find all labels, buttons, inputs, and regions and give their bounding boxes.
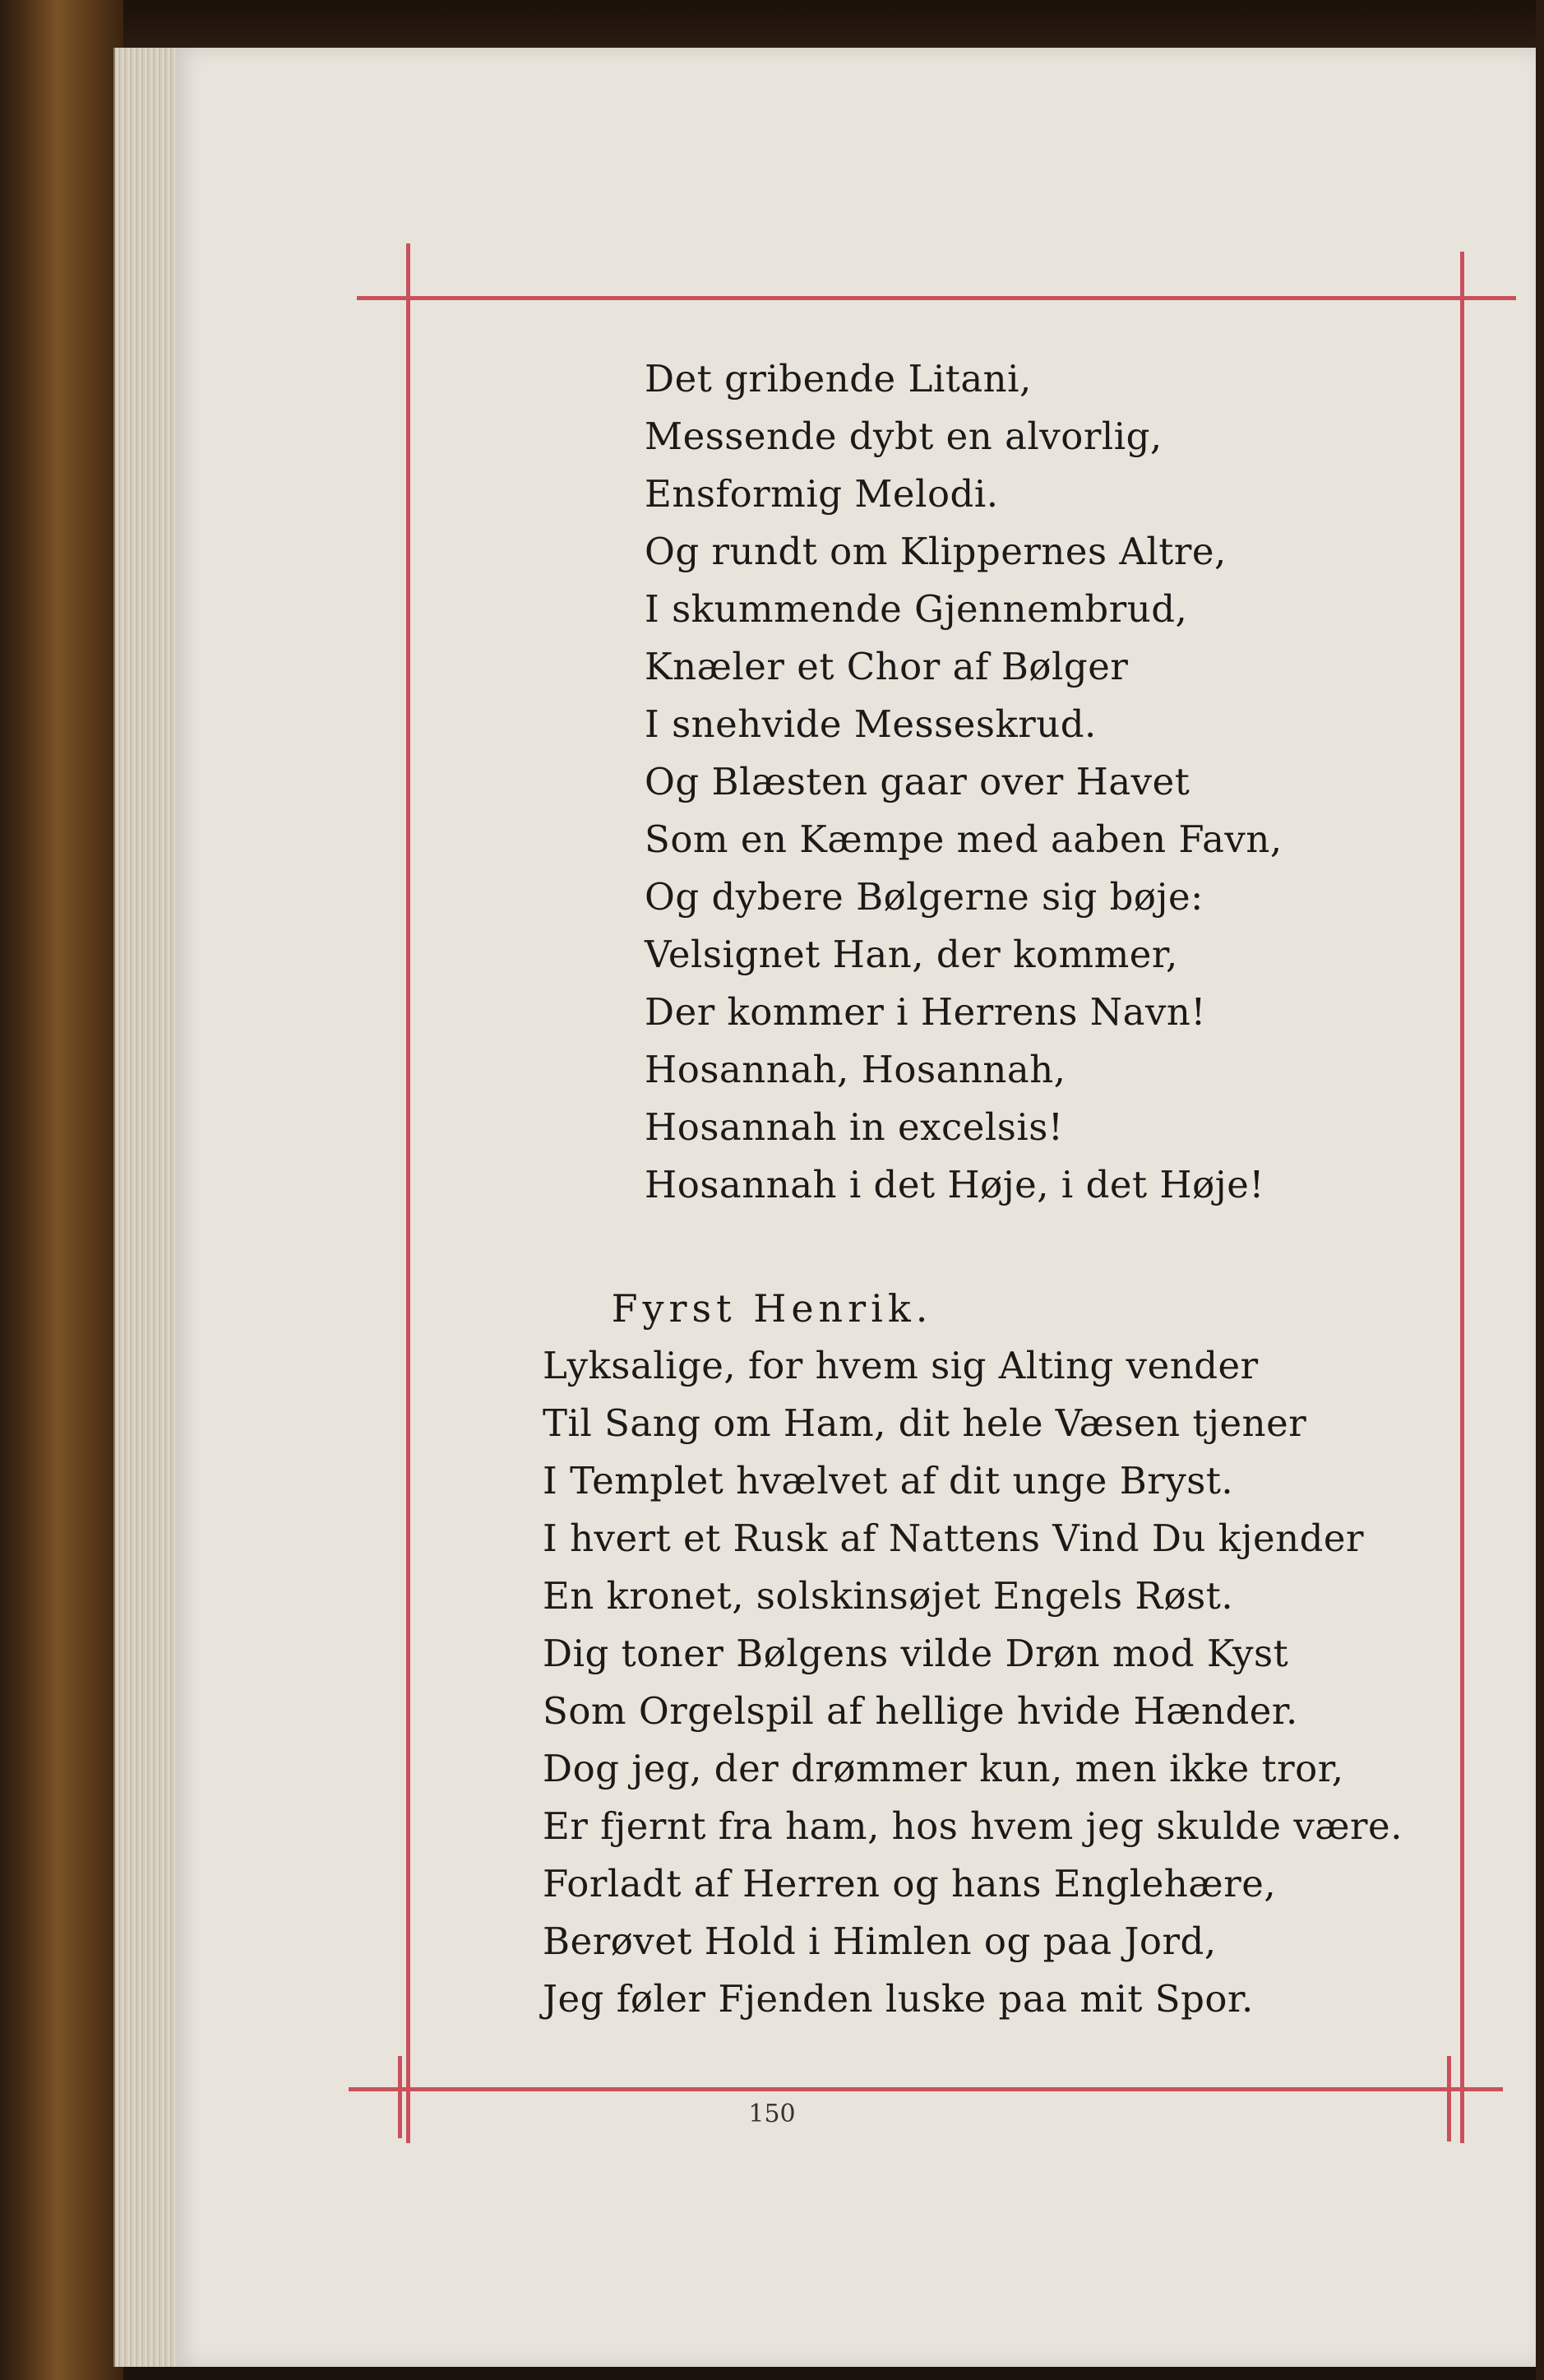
poem-line: Lyksalige, for hvem sig Alting vender xyxy=(543,1344,1259,1387)
poem-line: I skummende Gjennembrud, xyxy=(645,587,1188,631)
poem-line: Messende dybt en alvorlig, xyxy=(645,414,1163,458)
poem-line: Knæler et Chor af Bølger xyxy=(645,645,1129,688)
poem-line: Til Sang om Ham, dit hele Væsen tjener xyxy=(543,1401,1307,1445)
poem-line: Velsignet Han, der kommer, xyxy=(645,933,1178,976)
poem-line: Hosannah in excelsis! xyxy=(645,1105,1064,1149)
poem-line: Hosannah, Hosannah, xyxy=(645,1048,1066,1091)
section-heading: Fyrst Henrik. xyxy=(611,1286,933,1331)
poem-line: Forladt af Herren og hans Englehære, xyxy=(543,1862,1277,1905)
poem-line: I hvert et Rusk af Nattens Vind Du kjender xyxy=(543,1516,1365,1560)
poem-line: Dog jeg, der drømmer kun, men ikke tror, xyxy=(543,1747,1344,1790)
poem-line: Hosannah i det Høje, i det Høje! xyxy=(645,1163,1264,1206)
poem-line: Som Orgelspil af hellige hvide Hænder. xyxy=(543,1689,1298,1733)
poem-line: En kronet, solskinsøjet Engels Røst. xyxy=(543,1574,1234,1618)
poem-line: Som en Kæmpe med aaben Favn, xyxy=(645,817,1283,861)
poem-line: Og Blæsten gaar over Havet xyxy=(645,760,1190,803)
poem-line: Det gribende Litani, xyxy=(645,357,1032,401)
poem-line: Ensformig Melodi. xyxy=(645,472,999,516)
poem-line: I Templet hvælvet af dit unge Bryst. xyxy=(543,1459,1234,1503)
poem-line: Dig toner Bølgens vilde Drøn mod Kyst xyxy=(543,1632,1289,1675)
poem-line: Der kommer i Herrens Navn! xyxy=(645,990,1206,1034)
poem-line: Berøvet Hold i Himlen og paa Jord, xyxy=(543,1919,1217,1963)
poem-line: Jeg føler Fjenden luske paa mit Spor. xyxy=(543,1977,1254,2021)
poem-line: Og dybere Bølgerne sig bøje: xyxy=(645,875,1204,919)
poem-line: I snehvide Messeskrud. xyxy=(645,702,1097,746)
poem-line: Er fjernt fra ham, hos hvem jeg skulde være. xyxy=(543,1804,1403,1848)
poem-line: Og rundt om Klippernes Altre, xyxy=(645,530,1227,573)
page-number: 150 xyxy=(748,2100,796,2128)
